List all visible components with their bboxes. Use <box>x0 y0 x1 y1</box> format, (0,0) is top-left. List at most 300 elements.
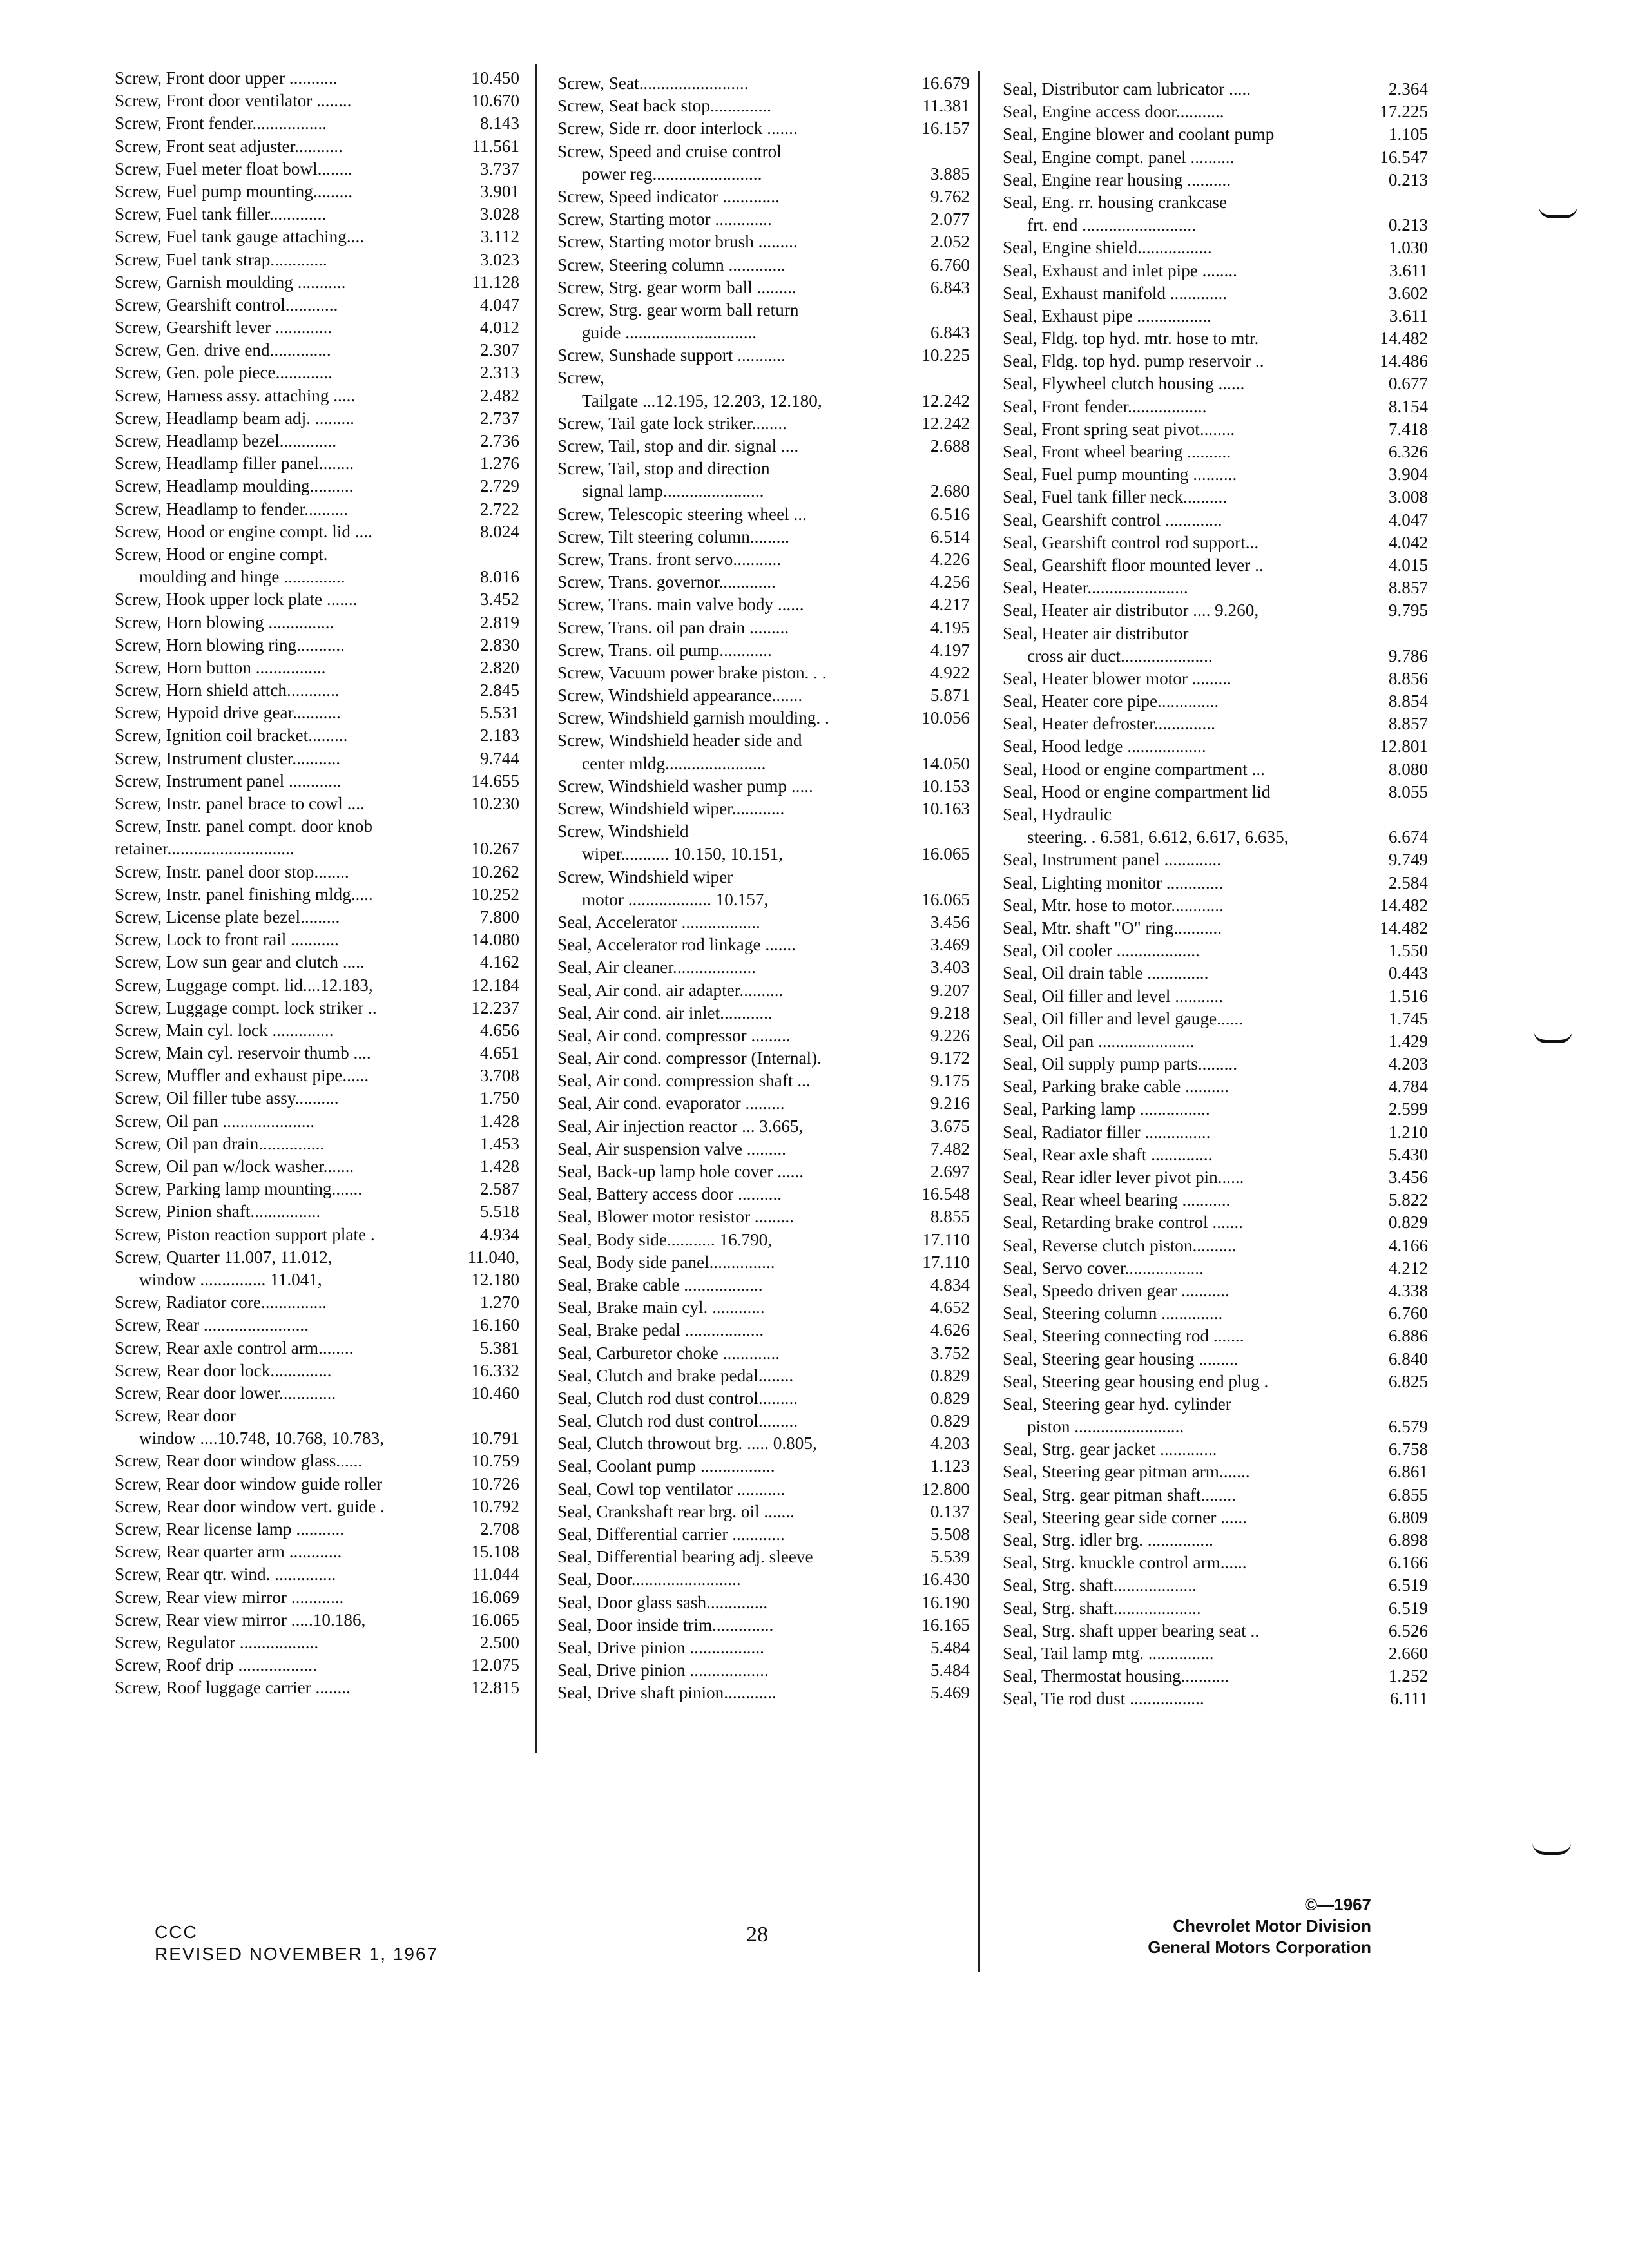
entry-page-ref: 1.276 <box>477 452 519 475</box>
entry-page-ref: 4.047 <box>477 294 519 316</box>
index-entry <box>115 1609 519 1631</box>
entry-page-ref: 8.143 <box>477 112 519 135</box>
index-entry <box>1003 1302 1428 1325</box>
entry-label: cross air duct..................... <box>1027 646 1213 666</box>
index-entry <box>557 729 970 752</box>
entry-label: Seal, Servo cover.................. <box>1003 1258 1204 1278</box>
entry-label: Seal, Drive shaft pinion............ <box>557 1683 776 1703</box>
entry-label: Screw, Fuel tank gauge attaching.... <box>115 227 365 247</box>
index-entry <box>557 367 970 389</box>
index-entry <box>1003 146 1428 169</box>
entry-page-ref: 9.175 <box>928 1070 970 1092</box>
entry-page-ref: 4.922 <box>928 662 970 684</box>
index-entry <box>115 997 519 1019</box>
index-entry <box>115 1200 519 1223</box>
entry-page-ref: 16.065 <box>919 889 970 911</box>
entry-page-ref: 12.800 <box>919 1478 970 1501</box>
index-entry <box>557 1251 970 1274</box>
entry-label: Seal, Gearshift control ............. <box>1003 510 1222 530</box>
entry-label: Screw, Tail, stop and direction <box>557 459 770 479</box>
index-entry <box>557 1387 970 1410</box>
entry-label: Seal, Fuel pump mounting .......... <box>1003 465 1237 485</box>
index-entry <box>557 1568 970 1591</box>
entry-label: Seal, Air injection reactor ... 3.665, <box>557 1116 804 1136</box>
index-entry <box>115 452 519 475</box>
entry-page-ref: 3.611 <box>1387 305 1428 327</box>
entry-page-ref: 2.722 <box>477 498 519 521</box>
index-entry <box>1003 1620 1428 1642</box>
entry-page-ref: 2.482 <box>477 385 519 407</box>
index-entry <box>115 294 519 316</box>
entry-page-ref: 16.069 <box>468 1586 519 1609</box>
entry-page-ref: 2.680 <box>928 480 970 503</box>
entry-label: Seal, Steering gear hyd. cylinder <box>1003 1394 1231 1414</box>
entry-page-ref: 12.180 <box>468 1269 519 1291</box>
entry-label: Seal, Oil cooler ................... <box>1003 941 1200 961</box>
index-entry <box>557 457 970 480</box>
entry-label: Screw, Headlamp filler panel........ <box>115 454 354 474</box>
index-entry <box>1003 418 1428 441</box>
entry-page-ref: 4.042 <box>1386 532 1428 554</box>
entry-page-ref: 5.469 <box>928 1682 970 1704</box>
index-entry <box>1003 1053 1428 1075</box>
entry-label: Seal, Exhaust pipe ................. <box>1003 305 1211 325</box>
index-entry <box>557 1296 970 1319</box>
entry-label: Seal, Parking lamp ................ <box>1003 1099 1210 1119</box>
index-entry <box>1003 123 1428 146</box>
entry-label: Seal, Rear axle shaft .............. <box>1003 1144 1213 1164</box>
index-entry <box>1003 645 1428 668</box>
entry-label: Seal, Brake main cyl. ............ <box>557 1298 765 1318</box>
index-entry <box>557 889 970 911</box>
entry-page-ref: 2.830 <box>477 634 519 657</box>
entry-label: Seal, Drive pinion .................. <box>557 1660 769 1680</box>
entry-page-ref: 2.077 <box>928 208 970 231</box>
entry-page-ref: 2.313 <box>477 361 519 384</box>
entry-page-ref: 1.745 <box>1386 1008 1428 1030</box>
index-entry <box>115 974 519 997</box>
entry-page-ref: 6.809 <box>1386 1506 1428 1529</box>
entry-page-ref: 5.484 <box>928 1659 970 1682</box>
entry-label: Seal, Drive pinion ................. <box>557 1637 764 1657</box>
entry-page-ref: 6.760 <box>928 254 970 276</box>
margin-mark <box>1539 206 1577 218</box>
index-entry <box>557 254 970 276</box>
entry-label: Screw, Oil pan drain............... <box>115 1133 325 1153</box>
entry-label: Seal, Retarding brake control ....... <box>1003 1213 1243 1233</box>
entry-label: Seal, Coolant pump ................. <box>557 1456 775 1476</box>
index-entry <box>1003 1144 1428 1166</box>
entry-label: Screw, Hood or engine compt. <box>115 544 328 564</box>
entry-page-ref: 1.123 <box>928 1455 970 1477</box>
index-entry <box>557 344 970 367</box>
entry-page-ref: 12.801 <box>1377 735 1428 758</box>
entry-page-ref: 1.428 <box>477 1110 519 1133</box>
entry-page-ref: 8.016 <box>477 566 519 588</box>
entry-page-ref: 8.854 <box>1386 690 1428 713</box>
entry-page-ref: 1.210 <box>1386 1121 1428 1144</box>
entry-label: Screw, Roof luggage carrier ........ <box>115 1678 351 1698</box>
entry-page-ref: 0.443 <box>1386 962 1428 985</box>
entry-label: Screw, Radiator core............... <box>115 1293 327 1312</box>
entry-page-ref: 3.456 <box>1386 1166 1428 1189</box>
index-entry <box>115 1541 519 1563</box>
entry-label: Seal, Brake pedal .................. <box>557 1320 764 1340</box>
entry-page-ref: 4.197 <box>928 639 970 662</box>
entry-label: Screw, Horn blowing ............... <box>115 612 334 632</box>
index-entry <box>1003 894 1428 917</box>
entry-page-ref: 10.460 <box>468 1382 519 1405</box>
page-number: 28 <box>746 1923 768 1946</box>
entry-label: Seal, Heater air distributor <box>1003 623 1189 643</box>
entry-page-ref: 12.242 <box>919 390 970 412</box>
corporation-name: General Motors Corporation <box>1148 1937 1371 1957</box>
entry-page-ref: 16.190 <box>919 1591 970 1614</box>
entry-page-ref: 8.154 <box>1386 396 1428 418</box>
index-entry <box>1003 1325 1428 1347</box>
entry-label: Seal, Differential bearing adj. sleeve <box>557 1547 813 1567</box>
entry-page-ref: 9.172 <box>928 1047 970 1070</box>
index-entry <box>557 480 970 503</box>
entry-page-ref: 7.482 <box>928 1138 970 1160</box>
index-entry <box>557 1115 970 1138</box>
index-entry <box>557 322 970 344</box>
entry-page-ref: 2.688 <box>928 435 970 457</box>
index-entry <box>557 1637 970 1659</box>
entry-label: Screw, Front door ventilator ........ <box>115 91 352 111</box>
entry-label: Seal, Tie rod dust ................. <box>1003 1689 1204 1709</box>
entry-label: Seal, Strg. knuckle control arm...... <box>1003 1553 1247 1573</box>
entry-page-ref: 4.934 <box>477 1224 519 1246</box>
entry-page-ref: 11.128 <box>469 271 519 294</box>
entry-label: Seal, Flywheel clutch housing ...... <box>1003 374 1245 394</box>
index-entry <box>115 543 519 566</box>
index-entry <box>115 1586 519 1609</box>
index-entry <box>1003 191 1428 214</box>
index-entry <box>1003 690 1428 713</box>
entry-page-ref: 4.338 <box>1386 1280 1428 1302</box>
entry-label: Screw, Roof drip .................. <box>115 1655 317 1675</box>
index-entry <box>557 1319 970 1341</box>
entry-label: Screw, Main cyl. lock .............. <box>115 1020 334 1040</box>
index-entry <box>1003 826 1428 849</box>
index-entry <box>115 1337 519 1360</box>
index-entry <box>557 299 970 322</box>
index-entry <box>557 1410 970 1432</box>
entry-page-ref: 12.242 <box>919 412 970 435</box>
entry-label: Seal, Steering column .............. <box>1003 1303 1223 1323</box>
index-entry <box>557 1432 970 1455</box>
entry-label: Screw, Garnish moulding ........... <box>115 272 346 292</box>
entry-label: Seal, Front wheel bearing .......... <box>1003 442 1231 461</box>
entry-page-ref: 2.052 <box>928 231 970 253</box>
entry-label: Screw, Fuel meter float bowl........ <box>115 159 352 178</box>
entry-page-ref: 3.008 <box>1386 486 1428 508</box>
entry-label: Seal, Strg. shaft upper bearing seat .. <box>1003 1620 1260 1640</box>
entry-label: Seal, Engine blower and coolant pump <box>1003 124 1275 144</box>
entry-label: Screw, Rear ........................ <box>115 1315 309 1335</box>
index-entry <box>115 838 519 860</box>
entry-label: Screw, Piston reaction support plate . <box>115 1224 375 1244</box>
entry-label: center mldg....................... <box>582 753 766 773</box>
entry-label: Seal, Air cond. compressor (Internal). <box>557 1048 822 1068</box>
index-entry <box>557 1229 970 1251</box>
entry-label: Seal, Heater core pipe.............. <box>1003 691 1219 711</box>
entry-label: Screw, Rear axle control arm........ <box>115 1338 354 1358</box>
entry-page-ref: 10.450 <box>468 67 519 90</box>
entry-page-ref: 6.760 <box>1386 1302 1428 1325</box>
index-entry <box>557 117 970 140</box>
index-column-1 <box>115 67 519 1700</box>
entry-page-ref: 14.482 <box>1377 917 1428 939</box>
entry-page-ref: 10.230 <box>468 793 519 815</box>
entry-page-ref: 0.829 <box>928 1387 970 1410</box>
entry-page-ref: 1.030 <box>1386 236 1428 259</box>
index-entry <box>557 617 970 639</box>
entry-label: Screw, Gearshift control............ <box>115 294 338 314</box>
index-entry <box>1003 532 1428 554</box>
entry-label: Seal, Carburetor choke ............. <box>557 1343 780 1363</box>
entry-label: Screw, Starting motor brush ......... <box>557 232 798 252</box>
index-entry <box>115 1087 519 1110</box>
index-entry <box>1003 1008 1428 1030</box>
index-entry <box>1003 1574 1428 1597</box>
entry-label: Screw, Speed and cruise control <box>557 141 782 161</box>
entry-label: Screw, Headlamp beam adj. ......... <box>115 408 354 428</box>
entry-page-ref: 1.428 <box>477 1155 519 1178</box>
entry-page-ref: 6.516 <box>928 503 970 526</box>
index-entry <box>557 1659 970 1682</box>
entry-page-ref: 0.213 <box>1386 169 1428 191</box>
index-entry <box>115 634 519 657</box>
entry-page-ref: 0.829 <box>928 1365 970 1387</box>
entry-label: Seal, Oil supply pump parts......... <box>1003 1054 1237 1074</box>
entry-label: Seal, Tail lamp mtg. ............... <box>1003 1643 1214 1663</box>
index-entry <box>1003 509 1428 532</box>
entry-page-ref: 3.904 <box>1386 463 1428 486</box>
index-entry <box>1003 463 1428 486</box>
index-entry <box>115 1382 519 1405</box>
entry-page-ref: 5.539 <box>928 1546 970 1568</box>
index-entry <box>115 588 519 611</box>
entry-page-ref: 10.670 <box>468 90 519 112</box>
index-entry <box>1003 781 1428 803</box>
index-entry <box>1003 1665 1428 1687</box>
index-entry <box>115 1563 519 1586</box>
entry-label: Seal, Strg. idler brg. ............... <box>1003 1530 1213 1550</box>
entry-page-ref: 4.012 <box>477 316 519 339</box>
entry-page-ref: 6.843 <box>928 276 970 299</box>
entry-label: Screw, Rear quarter arm ............ <box>115 1542 342 1562</box>
entry-page-ref: 8.024 <box>477 521 519 543</box>
entry-label: Seal, Back-up lamp hole cover ...... <box>557 1162 804 1181</box>
entry-page-ref: 6.861 <box>1386 1461 1428 1483</box>
entry-label: Seal, Hydraulic <box>1003 805 1112 824</box>
entry-label: Seal, Eng. rr. housing crankcase <box>1003 192 1228 212</box>
entry-label: guide .............................. <box>582 323 757 343</box>
entry-page-ref: 4.203 <box>928 1432 970 1455</box>
entry-page-ref: 10.262 <box>468 861 519 883</box>
entry-label: Seal, Mtr. hose to motor............ <box>1003 895 1224 915</box>
entry-label: Seal, Blower motor resistor ......... <box>557 1207 794 1227</box>
entry-label: Screw, Instr. panel brace to cowl .... <box>115 794 365 813</box>
index-entry <box>1003 554 1428 577</box>
entry-label: wiper........... 10.150, 10.151, <box>582 844 783 864</box>
entry-label: Screw, Trans. governor............. <box>557 572 776 592</box>
entry-label: piston ......................... <box>1027 1417 1184 1437</box>
entry-page-ref: 6.843 <box>928 322 970 344</box>
entry-label: Seal, Body side........... 16.790, <box>557 1229 773 1249</box>
index-entry <box>557 1092 970 1115</box>
entry-label: Screw, Trans. oil pan drain ......... <box>557 617 789 637</box>
entry-page-ref: 9.795 <box>1386 599 1428 622</box>
index-entry <box>557 798 970 820</box>
entry-page-ref: 10.163 <box>919 798 970 820</box>
entry-page-ref: 2.736 <box>477 430 519 452</box>
entry-label: Seal, Accelerator rod linkage ....... <box>557 935 796 955</box>
entry-page-ref: 4.626 <box>928 1319 970 1341</box>
entry-label: Seal, Engine access door........... <box>1003 102 1224 122</box>
entry-page-ref: 11.561 <box>469 135 519 158</box>
entry-page-ref: 10.252 <box>468 883 519 906</box>
entry-label: Seal, Clutch rod dust control......... <box>557 1388 798 1408</box>
entry-label: Screw, Rear door window glass...... <box>115 1451 363 1471</box>
index-entry <box>115 1155 519 1178</box>
index-entry <box>557 276 970 299</box>
entry-page-ref: 8.080 <box>1386 758 1428 781</box>
entry-page-ref: 12.815 <box>468 1677 519 1699</box>
index-entry <box>557 1614 970 1637</box>
entry-label: motor ................... 10.157, <box>582 889 769 909</box>
index-entry <box>557 934 970 956</box>
entry-label: Seal, Mtr. shaft "O" ring........... <box>1003 918 1222 937</box>
entry-page-ref: 11.381 <box>920 95 970 117</box>
entry-page-ref: 5.518 <box>477 1200 519 1223</box>
index-entry <box>1003 1348 1428 1370</box>
entry-page-ref: 5.871 <box>928 684 970 707</box>
index-entry <box>115 180 519 203</box>
index-entry <box>557 820 970 843</box>
entry-label: Seal, Strg. gear pitman shaft........ <box>1003 1485 1236 1504</box>
index-entry <box>115 135 519 158</box>
index-entry <box>1003 1030 1428 1053</box>
index-entry <box>115 475 519 497</box>
entry-label: Seal, Cowl top ventilator ........... <box>557 1479 786 1499</box>
index-entry <box>115 1019 519 1042</box>
entry-page-ref: 4.834 <box>928 1274 970 1296</box>
entry-page-ref: 6.825 <box>1386 1370 1428 1393</box>
index-entry <box>1003 872 1428 894</box>
entry-label: Screw, Main cyl. reservoir thumb .... <box>115 1043 371 1063</box>
entry-label: Seal, Front fender.................. <box>1003 396 1207 416</box>
index-entry <box>1003 236 1428 259</box>
entry-page-ref: 2.729 <box>477 475 519 497</box>
entry-page-ref: 0.677 <box>1386 372 1428 395</box>
index-entry <box>1003 577 1428 599</box>
entry-label: Seal, Air cond. air inlet............ <box>557 1003 773 1023</box>
index-entry <box>557 72 970 95</box>
entry-page-ref: 8.857 <box>1386 713 1428 735</box>
entry-page-ref: 6.758 <box>1386 1438 1428 1461</box>
index-entry <box>115 521 519 543</box>
column-divider-1 <box>535 64 537 1753</box>
entry-page-ref: 16.157 <box>919 117 970 140</box>
entry-label: Seal, Clutch rod dust control......... <box>557 1411 798 1431</box>
entry-label: Screw, Harness assy. attaching ..... <box>115 385 356 405</box>
index-entry <box>557 1002 970 1024</box>
entry-page-ref: 6.579 <box>1386 1416 1428 1438</box>
index-entry <box>1003 599 1428 622</box>
entry-page-ref: 2.599 <box>1386 1098 1428 1120</box>
index-entry <box>1003 962 1428 985</box>
entry-page-ref: 9.786 <box>1386 645 1428 668</box>
entry-label: Seal, Differential carrier ............ <box>557 1524 785 1544</box>
entry-page-ref: 16.547 <box>1377 146 1428 169</box>
entry-page-ref: 0.829 <box>928 1410 970 1432</box>
entry-label: Screw, Fuel tank filler............. <box>115 204 327 224</box>
index-entry <box>557 979 970 1002</box>
entry-label: Seal, Rear idler lever pivot pin...... <box>1003 1168 1244 1187</box>
entry-label: Screw, Ignition coil bracket......... <box>115 726 348 745</box>
index-entry <box>115 1224 519 1246</box>
entry-label: Screw, Horn blowing ring........... <box>115 635 345 655</box>
entry-label: signal lamp....................... <box>582 481 764 501</box>
entry-label: Seal, Strg. shaft.................... <box>1003 1598 1201 1618</box>
footer-revised-date: REVISED NOVEMBER 1, 1967 <box>155 1944 439 1964</box>
entry-page-ref: 2.820 <box>477 657 519 679</box>
entry-page-ref: 14.050 <box>919 753 970 775</box>
entry-page-ref: 4.217 <box>928 593 970 616</box>
index-entry <box>557 571 970 593</box>
entry-label: Screw, Hood or engine compt. lid .... <box>115 521 372 541</box>
entry-label: Screw, Luggage compt. lid....12.183, <box>115 975 373 995</box>
entry-page-ref: 2.500 <box>477 1631 519 1654</box>
entry-label: Seal, Air cond. compressor ......... <box>557 1025 791 1045</box>
entry-label: Screw, Horn shield attch............ <box>115 680 340 700</box>
entry-page-ref: 5.381 <box>477 1337 519 1360</box>
entry-page-ref: 4.226 <box>928 548 970 571</box>
entry-label: Screw, Oil filler tube assy.......... <box>115 1088 339 1108</box>
index-entry <box>115 1314 519 1336</box>
entry-label: Seal, Engine shield................. <box>1003 238 1212 258</box>
index-entry <box>557 662 970 684</box>
entry-page-ref: 12.237 <box>468 997 519 1019</box>
entry-page-ref: 1.429 <box>1386 1030 1428 1053</box>
entry-page-ref: 9.218 <box>928 1002 970 1024</box>
index-entry <box>557 526 970 548</box>
entry-label: Seal, Heater defroster.............. <box>1003 714 1215 734</box>
index-entry <box>557 684 970 707</box>
entry-page-ref: 9.207 <box>928 979 970 1002</box>
entry-label: Screw, Headlamp moulding.......... <box>115 476 354 496</box>
index-entry <box>115 566 519 588</box>
index-entry <box>557 639 970 662</box>
entry-page-ref: 6.514 <box>928 526 970 548</box>
entry-label: Seal, Fldg. top hyd. pump reservoir .. <box>1003 351 1264 371</box>
entry-page-ref: 10.726 <box>468 1473 519 1495</box>
entry-page-ref: 4.256 <box>928 571 970 593</box>
entry-label: Seal, Clutch and brake pedal........ <box>557 1365 794 1385</box>
entry-label: Seal, Door......................... <box>557 1570 741 1590</box>
entry-label: Screw, Oil pan ..................... <box>115 1111 315 1131</box>
entry-label: Screw, Starting motor ............. <box>557 209 772 229</box>
entry-label: Seal, Body side panel............... <box>557 1252 775 1272</box>
index-entry <box>557 775 970 798</box>
index-entry <box>115 951 519 974</box>
index-entry <box>115 1427 519 1450</box>
entry-page-ref: 6.898 <box>1386 1529 1428 1552</box>
entry-page-ref: 17.110 <box>920 1251 970 1274</box>
